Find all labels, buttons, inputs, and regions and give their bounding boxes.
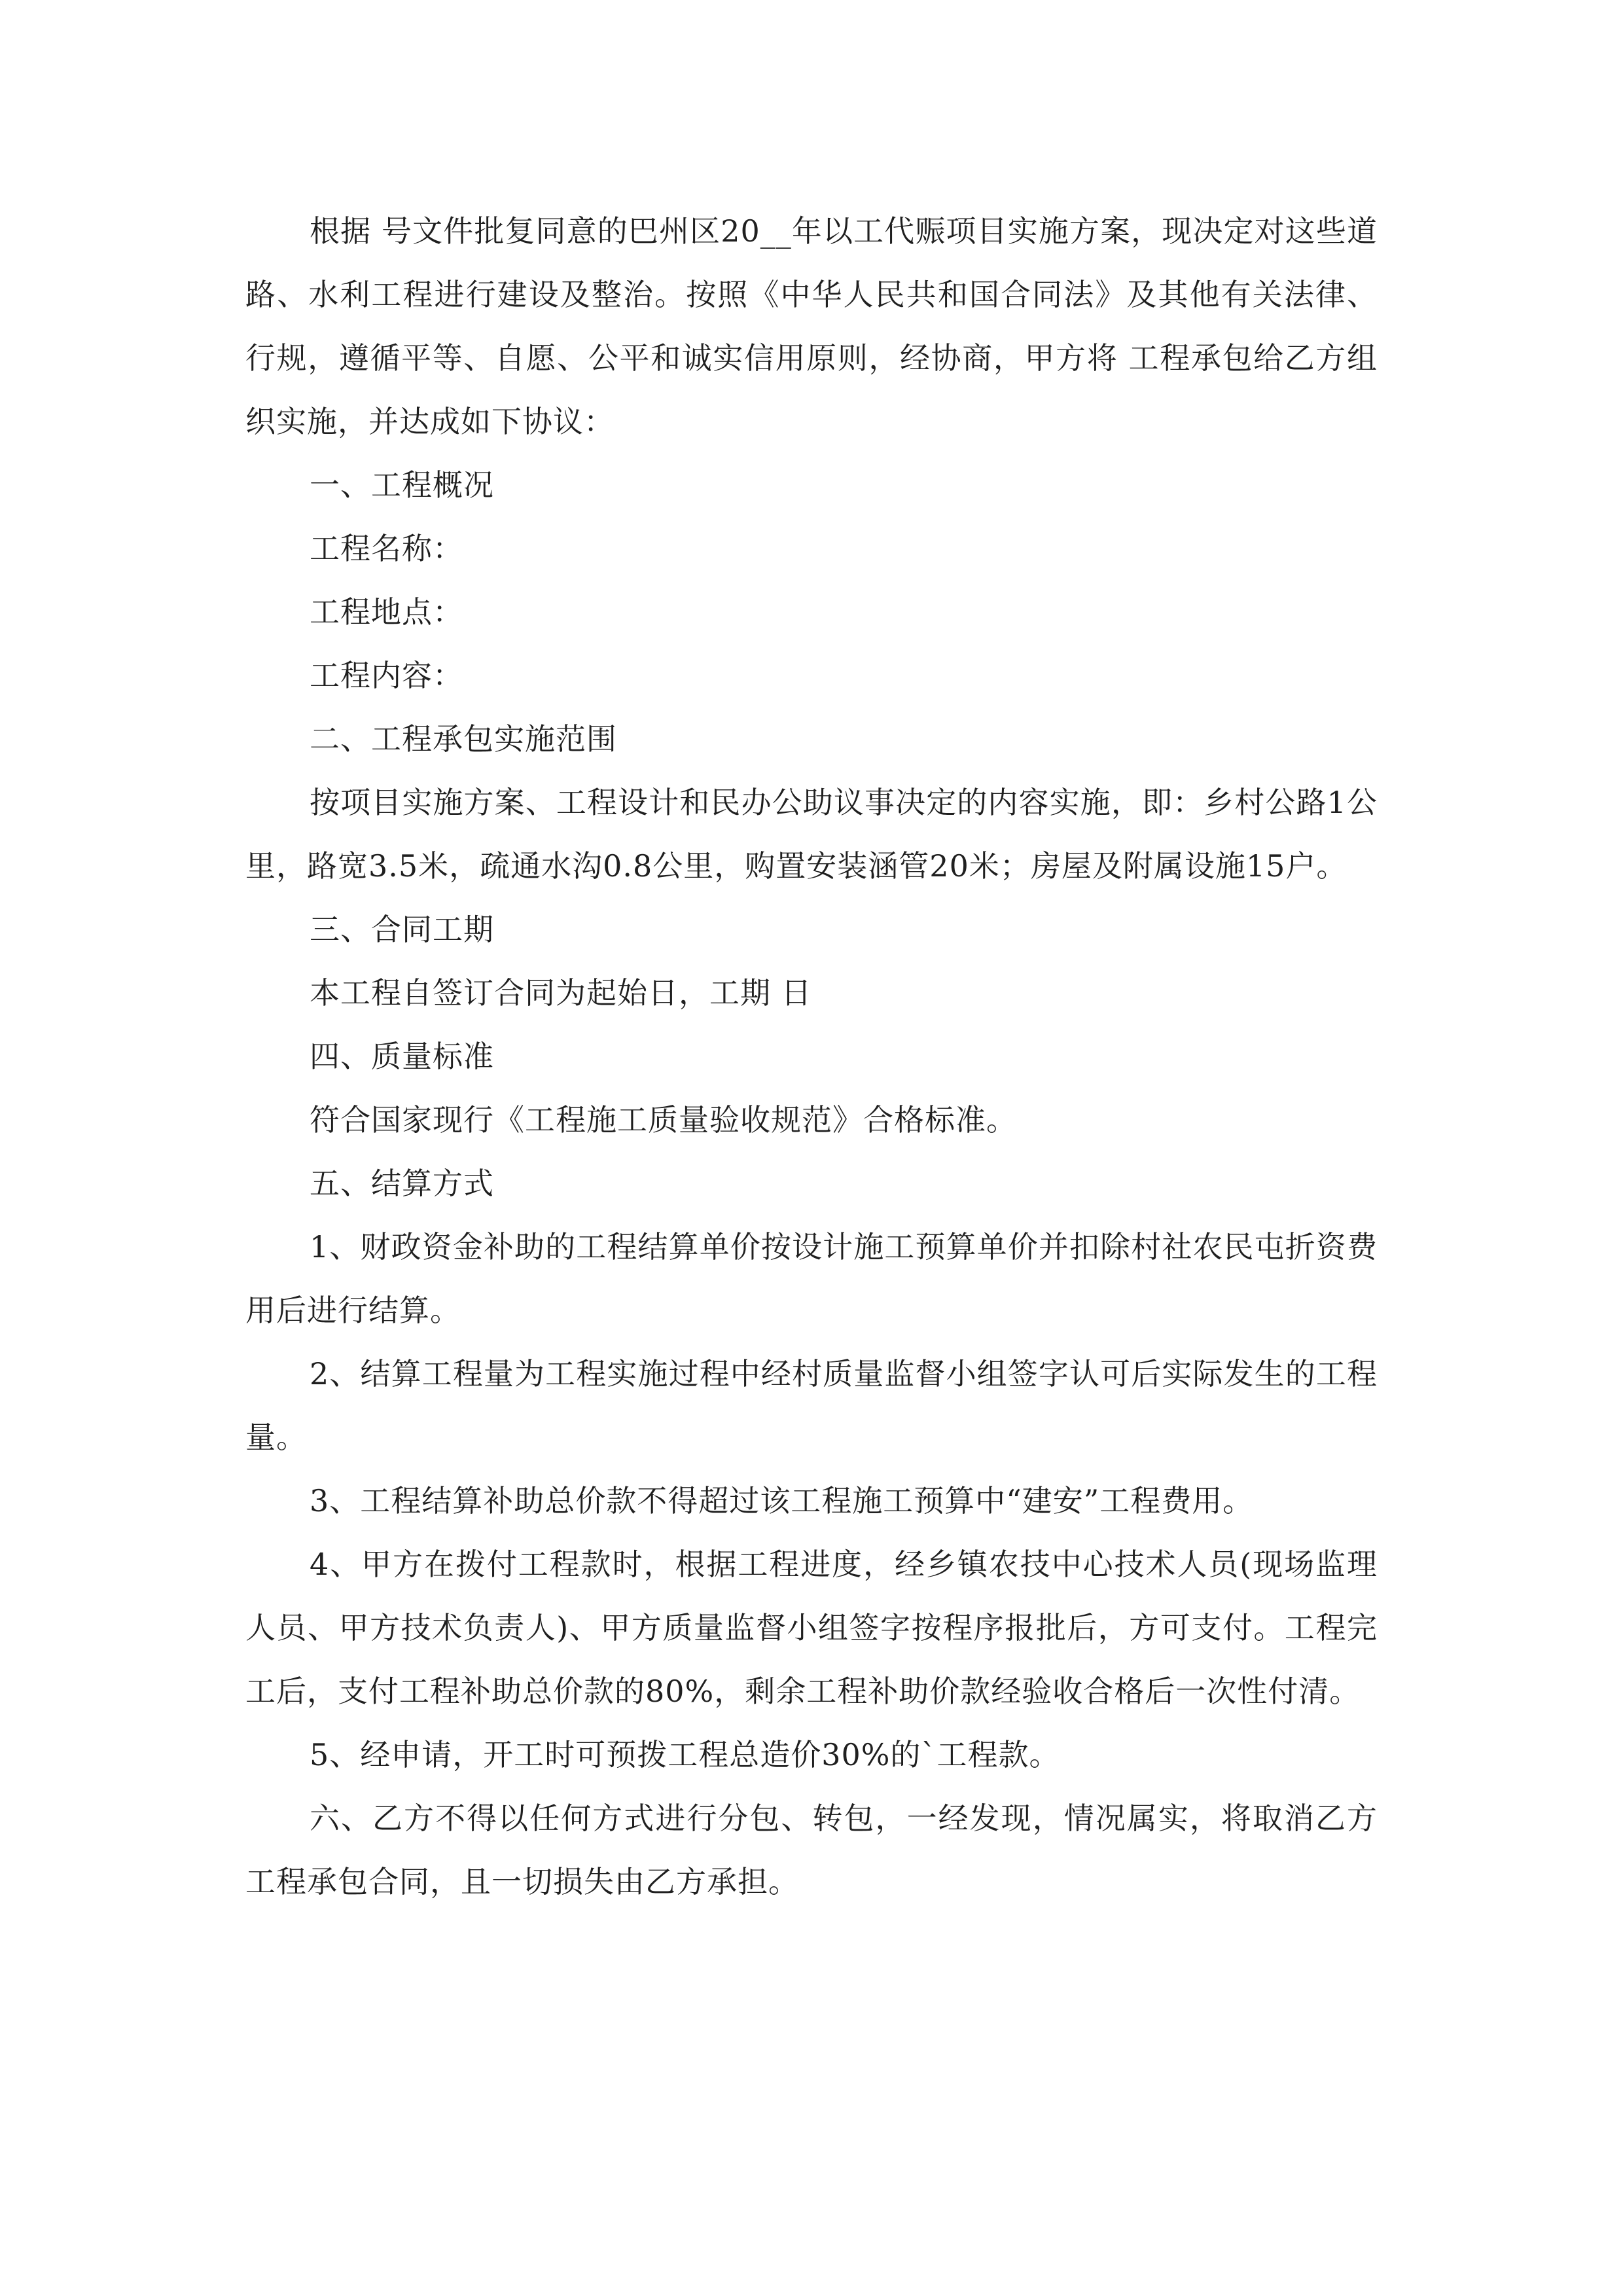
paragraph-subcontract-clause: 六、乙方不得以任何方式进行分包、转包，一经发现，情况属实，将取消乙方工程承包合同，且一切损失由乙方承担。 — [245, 1801, 1378, 1899]
heading-contract-period: 三、合同工期 — [310, 912, 494, 947]
heading-quality-standard: 四、质量标准 — [310, 1039, 494, 1074]
paragraph-intro: 根据 号文件批复同意的巴州区20__年以工代赈项目实施方案，现决定对这些道路、水利工程进行建设及整治。按照《中华人民共和国合同法》及其他有关法律、行规，遵循平等、自愿、公平和诚实信用原则，经协商，甲方将 工程承包给乙方组织实施，并达成如下协议： — [245, 213, 1378, 439]
paragraph-period-detail: 本工程自签订合同为起始日，工期 日 — [310, 975, 812, 1011]
settlement-item-4: 4、甲方在拨付工程款时，根据工程进度，经乡镇农技中心技术人员(现场监理人员、甲方技术负责人)、甲方质量监督小组签字按程序报批后，方可支付。工程完工后，支付工程补助总价款的80%，剩余工程补助价款经验收合格后一次性付清。 — [245, 1547, 1378, 1709]
heading-project-overview: 一、工程概况 — [310, 467, 494, 503]
document-body — [245, 200, 1378, 1914]
settlement-item-3: 3、工程结算补助总价款不得超过该工程施工预算中“建安”工程费用。 — [310, 1483, 1254, 1518]
field-project-content: 工程内容： — [310, 658, 463, 693]
heading-settlement-method: 五、结算方式 — [310, 1166, 494, 1201]
settlement-item-5: 5、经申请，开工时可预拨工程总造价30%的`工程款。 — [310, 1737, 1060, 1772]
settlement-item-2: 2、结算工程量为工程实施过程中经村质量监督小组签字认可后实际发生的工程量。 — [245, 1356, 1378, 1455]
field-project-location: 工程地点： — [310, 594, 463, 630]
paragraph-scope-detail: 按项目实施方案、工程设计和民办公助议事决定的内容实施，即：乡村公路1公里，路宽3.5米，疏通水沟0.8公里，购置安装涵管20米；房屋及附属设施15户。 — [245, 785, 1378, 884]
paragraph-quality-detail: 符合国家现行《工程施工质量验收规范》合格标准。 — [310, 1102, 1017, 1138]
heading-contract-scope: 二、工程承包实施范围 — [310, 721, 617, 757]
field-project-name: 工程名称： — [310, 531, 463, 566]
settlement-item-1: 1、财政资金补助的工程结算单价按设计施工预算单价并扣除村社农民屯折资费用后进行结算。 — [245, 1229, 1378, 1328]
